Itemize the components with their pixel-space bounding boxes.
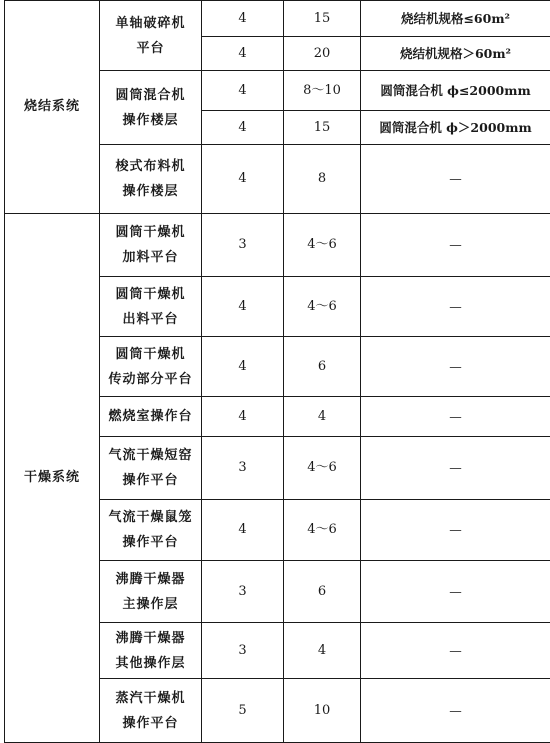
equipment-name-cell bbox=[100, 145, 202, 214]
load-spec-table bbox=[4, 0, 550, 743]
value-a-cell: 4 bbox=[202, 397, 284, 437]
value-a-cell: 4 bbox=[202, 37, 284, 71]
equipment-name-line: 平台 bbox=[104, 36, 197, 61]
value-a-cell: 3 bbox=[202, 214, 284, 277]
value-b-cell: 4 bbox=[284, 623, 361, 679]
value-a-cell: 4 bbox=[202, 500, 284, 561]
value-b-cell: 15 bbox=[284, 111, 361, 145]
equipment-name-cell bbox=[100, 397, 202, 437]
value-a-cell: 4 bbox=[202, 1, 284, 37]
system-name-cell: 烧结系统 bbox=[5, 1, 100, 214]
value-a-cell: 4 bbox=[202, 111, 284, 145]
equipment-name-line: 操作楼层 bbox=[104, 108, 197, 133]
spec-table-page bbox=[4, 0, 550, 727]
equipment-name-line: 加料平台 bbox=[104, 245, 197, 270]
value-b-cell: 10 bbox=[284, 679, 361, 743]
equipment-name-line: 操作平台 bbox=[104, 711, 197, 736]
equipment-name-line: 出料平台 bbox=[104, 307, 197, 332]
note-cell: — bbox=[361, 145, 550, 214]
value-a-cell: 3 bbox=[202, 437, 284, 500]
equipment-name-cell bbox=[100, 214, 202, 277]
equipment-name-line: 燃烧室操作台 bbox=[104, 404, 197, 429]
equipment-name-cell bbox=[100, 679, 202, 743]
equipment-name-line: 沸腾干燥器 bbox=[104, 567, 197, 592]
equipment-name-cell bbox=[100, 71, 202, 145]
value-a-cell: 4 bbox=[202, 277, 284, 337]
value-b-cell: 4 bbox=[284, 397, 361, 437]
equipment-name-line: 其他操作层 bbox=[104, 651, 197, 676]
equipment-name-line: 操作楼层 bbox=[104, 179, 197, 204]
equipment-name-line: 梭式布料机 bbox=[104, 154, 197, 179]
value-b-cell: 15 bbox=[284, 1, 361, 37]
equipment-name-line: 蒸汽干燥机 bbox=[104, 686, 197, 711]
equipment-name-cell bbox=[100, 1, 202, 71]
value-a-cell: 4 bbox=[202, 145, 284, 214]
note-cell: 烧结机规格≤60m² bbox=[361, 1, 550, 37]
note-cell: — bbox=[361, 623, 550, 679]
value-a-cell: 4 bbox=[202, 337, 284, 397]
note-cell: — bbox=[361, 679, 550, 743]
equipment-name-line: 主操作层 bbox=[104, 592, 197, 617]
equipment-name-cell bbox=[100, 277, 202, 337]
value-b-cell: 8 bbox=[284, 145, 361, 214]
note-cell: — bbox=[361, 437, 550, 500]
note-cell: 烧结机规格＞60m² bbox=[361, 37, 550, 71]
equipment-name-line: 操作平台 bbox=[104, 530, 197, 555]
equipment-name-line: 单轴破碎机 bbox=[104, 11, 197, 36]
note-cell: — bbox=[361, 214, 550, 277]
value-b-cell: 6 bbox=[284, 561, 361, 623]
value-a-cell: 5 bbox=[202, 679, 284, 743]
value-b-cell: 8～10 bbox=[284, 71, 361, 111]
value-a-cell: 4 bbox=[202, 71, 284, 111]
equipment-name-line: 圆筒干燥机 bbox=[104, 342, 197, 367]
system-name-cell: 干燥系统 bbox=[5, 214, 100, 743]
value-a-cell: 3 bbox=[202, 623, 284, 679]
value-b-cell: 6 bbox=[284, 337, 361, 397]
equipment-name-line: 气流干燥鼠笼 bbox=[104, 505, 197, 530]
equipment-name-cell bbox=[100, 437, 202, 500]
note-cell: — bbox=[361, 500, 550, 561]
value-b-cell: 20 bbox=[284, 37, 361, 71]
equipment-name-line: 圆筒混合机 bbox=[104, 83, 197, 108]
value-b-cell: 4～6 bbox=[284, 500, 361, 561]
equipment-name-cell bbox=[100, 561, 202, 623]
equipment-name-line: 传动部分平台 bbox=[104, 367, 197, 392]
note-cell: — bbox=[361, 277, 550, 337]
value-b-cell: 4～6 bbox=[284, 277, 361, 337]
note-cell: 圆筒混合机 ϕ＞2000mm bbox=[361, 111, 550, 145]
value-b-cell: 4～6 bbox=[284, 214, 361, 277]
equipment-name-line: 气流干燥短窑 bbox=[104, 443, 197, 468]
note-cell: — bbox=[361, 397, 550, 437]
equipment-name-line: 沸腾干燥器 bbox=[104, 626, 197, 651]
value-b-cell: 4～6 bbox=[284, 437, 361, 500]
equipment-name-cell bbox=[100, 500, 202, 561]
note-cell: — bbox=[361, 337, 550, 397]
equipment-name-cell bbox=[100, 337, 202, 397]
note-cell: — bbox=[361, 561, 550, 623]
table-row bbox=[5, 1, 550, 37]
equipment-name-cell bbox=[100, 623, 202, 679]
value-a-cell: 3 bbox=[202, 561, 284, 623]
equipment-name-line: 操作平台 bbox=[104, 468, 197, 493]
equipment-name-line: 圆筒干燥机 bbox=[104, 220, 197, 245]
equipment-name-line: 圆筒干燥机 bbox=[104, 282, 197, 307]
table-row bbox=[5, 214, 550, 277]
note-cell: 圆筒混合机 ϕ≤2000mm bbox=[361, 71, 550, 111]
